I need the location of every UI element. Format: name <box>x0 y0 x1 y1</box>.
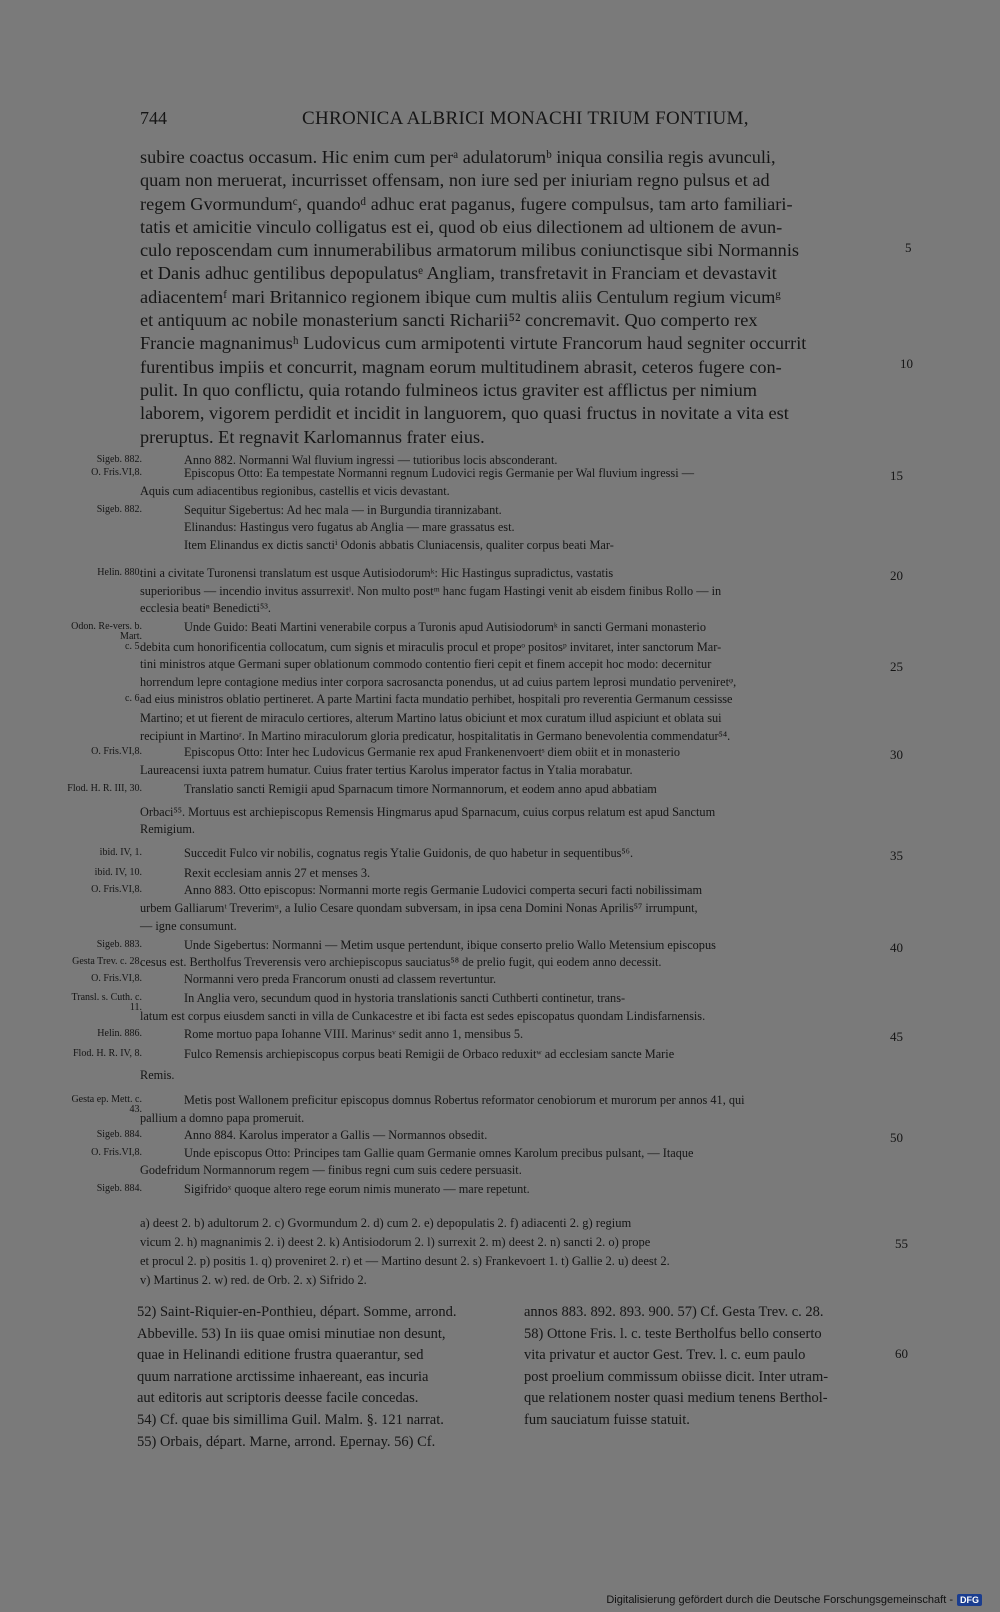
source-reference: Sigeb. 882. <box>96 504 142 515</box>
row-text: Elinandus: Hastingus vero fugatus ab Anglia — mare grassatus est. <box>184 520 515 534</box>
note-line: 55) Orbais, départ. Marne, arrond. Epernay. 56) Cf. <box>137 1433 436 1450</box>
source-reference: Flod. H. R. IV, 8. <box>73 1048 142 1059</box>
note-line: vita privatur et auctor Gest. Trev. l. c. eum paulo <box>524 1347 806 1364</box>
note-line: quae in Helinandi editione frustra quaerantur, sed <box>137 1347 424 1364</box>
source-reference: c. 6. <box>125 693 142 704</box>
chronicle-row <box>0 657 1000 677</box>
chronicle-row <box>0 901 1000 921</box>
body-line: quam non meruerat, incurrisset offensam, non iure sed per iniuriam regno pulsus et ad <box>140 170 770 191</box>
footnotes-right-column <box>524 1302 828 1432</box>
note-line: 52) Saint-Riquier-en-Ponthieu, départ. Somme, arrond. <box>137 1304 457 1320</box>
chronicle-row <box>0 484 1000 504</box>
source-reference: Sigeb. 884. <box>96 1129 142 1140</box>
line-number: 25 <box>890 659 903 674</box>
source-reference: O. Fris.VI,8. <box>91 884 142 895</box>
line-number: 35 <box>890 848 903 863</box>
note-line: annos 883. 892. 893. 900. 57) Cf. Gesta Trev. c. 28. <box>524 1304 824 1320</box>
source-reference: O. Fris.VI,8. <box>91 746 142 757</box>
body-line: culo reposcendam cum innumerabilibus armatorum milibus coniunctisque sibi Normannis <box>140 240 800 261</box>
source-reference: Odon. Re-vers. b. Mart. <box>71 621 142 642</box>
row-text: Episcopus Otto: Inter hec Ludovicus Germanie rex apud Frankenenvoertˢ diem obiit et in monasterio <box>184 745 681 759</box>
row-text: latum est corpus eiusdem sancti in villa de Cunkacestre et ibi facta est sedes episcopatus quondam Lindisfarnensis. <box>140 1009 706 1023</box>
chronicle-row <box>0 846 1000 866</box>
chronicle-row <box>0 466 1000 486</box>
row-text: Orbaci⁵⁵. Mortuus est archiepiscopus Remensis Hingmarus apud Sparnacum, cuius corpus relatum est apud Sanctum <box>140 805 716 819</box>
source-reference: ibid. IV, 1. <box>99 847 142 858</box>
note-line: aut editoris aut scriptoris deesse facile concedas. <box>137 1390 419 1407</box>
chronicle-row <box>0 1009 1000 1029</box>
row-text: superioribus — incendio invitus assurrexitˡ. Non multo postᵐ hanc fugam Hastingi venit ab eisdem finibus Rollo — in <box>140 584 722 598</box>
chronicle-row <box>0 566 1000 586</box>
body-line: pulit. In quo conflictu, quia rotando fulmineos ictus graviter est afflictus per nimium <box>140 379 758 400</box>
line-number: 30 <box>890 747 903 762</box>
chronicle-row <box>0 620 1000 640</box>
row-text: Rome mortuo papa Iohanne VIII. Marinusᵛ sedit anno 1, mensibus 5. <box>184 1027 524 1041</box>
row-text: tini a civitate Turonensi translatum est usque Autisiodorumᵏ: Hic Hastingus supradictus, vastatis <box>140 566 614 580</box>
source-reference: Flod. H. R. III, 30. <box>67 783 142 794</box>
chronicle-row <box>0 745 1000 765</box>
chronicle-row <box>0 711 1000 731</box>
body-line: et antiquum ac nobile monasterium sancti Richarii⁵² concremavit. Quo comperto rex <box>140 310 758 331</box>
chronicle-row <box>0 1182 1000 1202</box>
line-number: 55 <box>895 1236 908 1251</box>
chronicle-row <box>0 1027 1000 1047</box>
row-text: Unde Sigebertus: Normanni — Metim usque pertendunt, ibique conserto prelio Wallo Metensium episcopus <box>184 938 716 952</box>
line-number: 20 <box>890 568 903 583</box>
footnotes-left-column <box>137 1302 456 1453</box>
chronicle-row <box>0 538 1000 558</box>
chronicle-row <box>0 763 1000 783</box>
row-text: Rexit ecclesiam annis 27 et menses 3. <box>184 866 371 880</box>
row-text: tini ministros atque Germani super oblationum commodo contentio fieri cepit et finem accepit hoc modo: decernitur <box>140 657 712 671</box>
row-text: urbem Galliarumᵗ Treverimᵘ, a Iulio Cesare quondam subversam, in ipsa cena Domini Nonas Aprilis⁵⁷ irrumpunt, <box>140 901 698 915</box>
row-text: recipiunt in Martinoʳ. In Martino miraculorum gloria predicatur, hospitalitatis in Germano benevolentia commendatur⁵⁴. <box>140 729 731 743</box>
row-text: horrendum lepre contagione medius inter corpora sacrosancta ponendus, ut ad cuius partem leprosi mundatio perveniretᵠ, <box>140 675 737 689</box>
line-number: 5 <box>905 240 912 255</box>
row-text: ad eius ministros oblatio pertineret. A parte Martini facta mundatio perhibet, hospitali pro reverentia Germanum cessisse <box>140 692 733 706</box>
row-text: Godefridum Normannorum regem — finibus regni cum suis cedere persuasit. <box>140 1163 522 1177</box>
row-text: Episcopus Otto: Ea tempestate Normanni regnum Ludovici regis Germanie per Wal fluvium ingressi — <box>184 466 695 480</box>
chronicle-row <box>0 782 1000 802</box>
body-line: tatis et amicitie vinculo colligatus est ei, quod ob eius dilectionem ad ultionem de avun- <box>140 216 783 237</box>
footer-text: Digitalisierung gefördert durch die Deutsche Forschungsgemeinschaft - <box>606 1594 953 1606</box>
chronicle-row <box>0 883 1000 903</box>
row-text: Anno 883. Otto episcopus: Normanni morte regis Germanie Ludovici comperta securi facti nobilissimam <box>184 883 703 897</box>
row-text: Succedit Fulco vir nobilis, cognatus regis Ytalie Guidonis, de quo habetur in sequentibus⁵⁶. <box>184 846 634 860</box>
line-number: 15 <box>890 468 903 483</box>
row-text: Metis post Wallonem preficitur episcopus domnus Robertus reformator cenobiorum et murorum per annos 41, qui <box>184 1093 745 1107</box>
chronicle-row <box>0 1128 1000 1148</box>
row-text: cesus est. Bertholfus Treverensis vero archiepiscopus sauciatus⁵⁸ de prelio fugit, qui eodem anno decessit. <box>140 955 662 969</box>
chronicle-row <box>0 520 1000 540</box>
body-line: subire coactus occasum. Hic enim cum perᵃ adulatorumᵇ iniqua consilia regis avunculi, <box>140 147 776 167</box>
row-text: Remigium. <box>140 822 195 836</box>
row-text: Item Elinandus ex dictis sanctiⁱ Odonis abbatis Cluniacensis, qualiter corpus beati Mar- <box>184 538 614 552</box>
row-text: ecclesia beatiⁿ Benedicti⁵³. <box>140 601 271 615</box>
row-text: Normanni vero preda Francorum onusti ad classem revertuntur. <box>184 972 497 986</box>
row-text: Unde episcopus Otto: Principes tam Gallie quam Germanie omnes Karolum precibus pulsant, — Itaque <box>184 1146 694 1160</box>
note-line: 58) Ottone Fris. l. c. teste Bertholfus bello conserto <box>524 1325 822 1342</box>
chronicle-row <box>0 822 1000 842</box>
line-number: 60 <box>895 1346 908 1361</box>
chronicle-row <box>0 1047 1000 1067</box>
body-line: adiacentemᶠ mari Britannico regionem ibique cum multis aliis Centulum regium vicumᵍ <box>140 286 781 307</box>
row-text: — igne consumunt. <box>140 919 237 933</box>
note-line: 54) Cf. quae bis simillima Guil. Malm. §. 121 narrat. <box>137 1411 444 1428</box>
row-text: Laureacensi iuxta patrem humatur. Cuius frater tertius Karolus imperator factus in Ytalia morabatur. <box>140 763 633 777</box>
note-line: quum narratione arctissime inhaereant, eas incuria <box>137 1368 429 1385</box>
row-text: Fulco Remensis archiepiscopus corpus beati Remigii de Orbaco reduxitʷ ad ecclesiam sancte Marie <box>184 1047 675 1061</box>
funding-footer <box>606 1594 982 1606</box>
row-text: In Anglia vero, secundum quod in hystoria translationis sancti Cuthberti continetur, trans- <box>184 991 626 1005</box>
source-reference: O. Fris.VI,8. <box>91 1147 142 1158</box>
source-reference: Gesta Trev. c. 28. <box>72 956 142 967</box>
running-title: CHRONICA ALBRICI MONACHI TRIUM FONTIUM, <box>302 108 749 129</box>
body-line: regem Gvormundumᶜ, quandoᵈ adhuc erat paganus, fugere compulsus, tam arto familiari- <box>140 193 793 214</box>
source-reference: O. Fris.VI,8. <box>91 467 142 478</box>
source-reference: Sigeb. 883. <box>96 939 142 950</box>
chronicle-row <box>0 972 1000 992</box>
apparatus-line: a) deest 2. b) adultorum 2. c) Gvormundum 2. d) cum 2. e) depopulatis 2. f) adiacenti 2. g) regium <box>140 1216 632 1230</box>
row-text: debita cum honorificentia collocatum, cum signis et miraculis procul et propeᵒ positosᵖ invitaret, inter sanctorum Mar- <box>140 640 722 654</box>
source-reference: Helin. 886. <box>97 1028 142 1039</box>
note-line: fum sauciatum fuisse statuit. <box>524 1411 690 1428</box>
main-text-block <box>140 146 910 449</box>
row-text: Martino; et ut fierent de miraculo certiores, alterum Martino latus obiciunt et mox curatum illud aspiciunt et oblata sui <box>140 711 722 725</box>
source-reference: Sigeb. 882. <box>96 454 142 465</box>
row-text: Anno 882. Normanni Wal fluvium ingressi — tutioribus locis absconderant. <box>184 453 558 467</box>
chronicle-row <box>0 692 1000 712</box>
dfg-logo: DFG <box>957 1594 982 1606</box>
body-line: laborem, vigorem perdidit et incidit in languorem, quo quasi fructus in novitate a vita est <box>140 403 789 424</box>
body-line: preruptus. Et regnavit Karlomannus frater eius. <box>140 426 485 447</box>
chronicle-row <box>0 1163 1000 1183</box>
source-reference: Gesta ep. Mett. c. 43. <box>71 1094 142 1115</box>
body-line: Francie magnanimusʰ Ludovicus cum armipotenti virtute Francorum haud segniter occurrit <box>140 333 807 354</box>
source-reference: Transl. s. Cuth. c. 11. <box>71 992 142 1013</box>
chronicle-row <box>0 1093 1000 1113</box>
row-text: Sequitur Sigebertus: Ad hec mala — in Burgundia tirannizabant. <box>184 503 502 517</box>
source-reference: c. 5. <box>125 641 142 652</box>
note-line: post proelium commissum obiisse dicit. Inter utram- <box>524 1368 829 1385</box>
row-text: Remis. <box>140 1068 175 1082</box>
line-number: 10 <box>900 356 913 371</box>
apparatus-line: et procul 2. p) positis 1. q) proveniret 2. r) et — Martino desunt 2. s) Frankevoert 1. t) Gallie 2. u) deest 2. <box>140 1254 670 1268</box>
line-number: 50 <box>890 1130 903 1145</box>
page-number: 744 <box>140 108 167 128</box>
row-text: Unde Guido: Beati Martini venerabile corpus a Turonis apud Autisiodorumᵏ in sancti Germani monasterio <box>184 620 706 634</box>
apparatus-line: v) Martinus 2. w) red. de Orb. 2. x) Sifrido 2. <box>140 1273 367 1287</box>
body-line: et Danis adhuc gentilibus depopulatusᵉ Angliam, transfretavit in Franciam et devastavit <box>140 263 777 284</box>
chronicle-row <box>0 601 1000 621</box>
source-reference: Sigeb. 884. <box>96 1183 142 1194</box>
row-text: Sigifridoˣ quoque altero rege eorum nimis munerato — mare repetunt. <box>184 1182 530 1196</box>
line-number: 45 <box>890 1029 903 1044</box>
note-line: Abbeville. 53) In iis quae omisi minutiae non desunt, <box>137 1325 446 1342</box>
row-text: Anno 884. Karolus imperator a Gallis — Normannos obsedit. <box>184 1128 488 1142</box>
row-text: Translatio sancti Remigii apud Sparnacum timore Normannorum, et eodem anno apud abbatiam <box>184 782 657 796</box>
body-line: furentibus impiis et concurrit, magnam eorum multitudinem abrasit, ceteros fugere con- <box>140 356 782 377</box>
line-number: 40 <box>890 940 903 955</box>
apparatus-line: vicum 2. h) magnanimis 2. i) deest 2. k) Antisiodorum 2. l) surrexit 2. m) deest 2. n) sancti 2. o) prope <box>140 1235 651 1249</box>
row-text: Aquis cum adiacentibus regionibus, castellis et vicis devastant. <box>140 484 450 498</box>
source-reference: ibid. IV, 10. <box>94 867 142 878</box>
chronicle-row <box>0 991 1000 1011</box>
source-reference: O. Fris.VI,8. <box>91 973 142 984</box>
note-line: que relationem noster quasi medium tenens Berthol- <box>524 1390 828 1407</box>
chronicle-row <box>0 1068 1000 1088</box>
source-reference: Helin. 880. <box>97 567 142 578</box>
chronicle-row <box>0 919 1000 939</box>
row-text: pallium a domno papa promeruit. <box>140 1111 305 1125</box>
